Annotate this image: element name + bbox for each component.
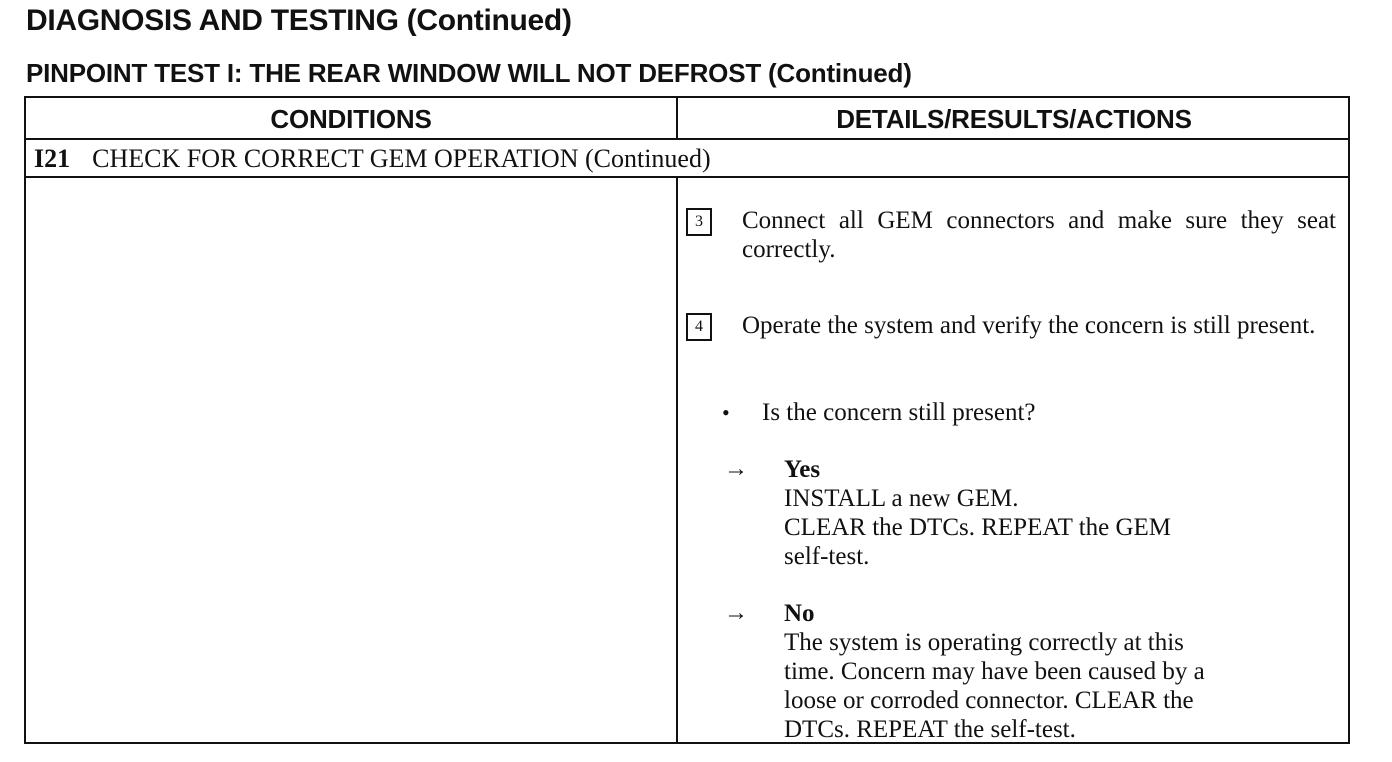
result-label: No (784, 600, 815, 627)
arrow-right-icon: → (724, 456, 748, 482)
step-text: Connect all GEM connectors and make sure they seat correctly. (742, 207, 1336, 263)
conditions-column-header: CONDITIONS (270, 104, 432, 134)
step-number-box: 3 (686, 208, 712, 236)
step-text: Operate the system and verify the concern is still present. (742, 312, 1316, 339)
result-line: CLEAR the DTCs. REPEAT the GEM (784, 514, 1172, 541)
step-row-divider (26, 176, 1348, 178)
result-line: The system is operating correctly at this (784, 629, 1184, 656)
bullet-icon: • (722, 400, 730, 425)
result-line: DTCs. REPEAT the self-test. (784, 716, 1076, 743)
step-title-row (34, 140, 711, 176)
result-line: self-test. (784, 543, 870, 570)
arrow-right-icon: → (724, 600, 748, 626)
question-bullet (722, 398, 1036, 427)
step-number-box: 4 (686, 313, 712, 341)
result-line: loose or corroded connector. CLEAR the (784, 687, 1194, 714)
result-label: Yes (784, 456, 821, 483)
body-column-divider (676, 176, 678, 744)
step-id: I21 (34, 144, 71, 173)
section-title: PINPOINT TEST I: THE REAR WINDOW WILL NOT DEFROST (Continued) (26, 58, 912, 88)
result-line: INSTALL a new GEM. (784, 485, 1019, 512)
question-text: Is the concern still present? (762, 399, 1036, 426)
result-line: time. Concern may have been caused by a (784, 658, 1205, 685)
page-title: DIAGNOSIS AND TESTING (Continued) (26, 4, 572, 37)
step-title: CHECK FOR CORRECT GEM OPERATION (Continued) (92, 144, 711, 173)
details-column-header: DETAILS/RESULTS/ACTIONS (836, 104, 1192, 134)
